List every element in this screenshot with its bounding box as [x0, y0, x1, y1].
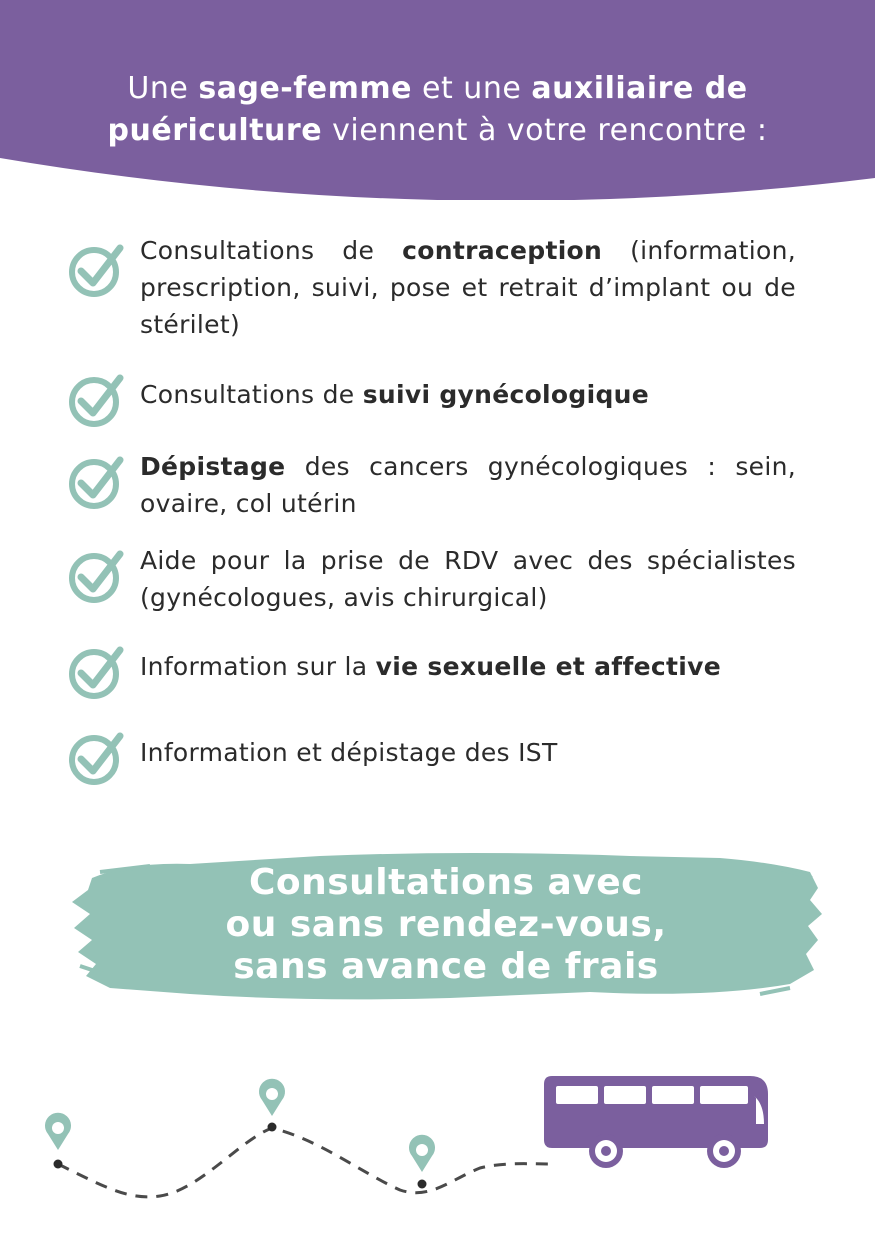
service-text: Consultations de contraception (information, prescription, suivi, pose et retrait d’implant ou de stérilet) — [140, 236, 796, 339]
check-circle-icon — [68, 454, 124, 510]
service-text: Information et dépistage des IST — [140, 738, 558, 767]
bus-icon — [544, 1076, 768, 1168]
route-illustration — [0, 1060, 875, 1241]
header-banner — [0, 0, 875, 200]
map-pin-icon — [45, 1113, 71, 1169]
header-line-1: Une sage-femme et une auxiliaire de — [127, 71, 748, 106]
map-pin-icon — [409, 1135, 435, 1189]
service-text: Consultations de suivi gynécologique — [140, 380, 650, 409]
header-line-2: puériculture viennent à votre rencontre : — [107, 113, 768, 148]
service-text: Dépistage des cancers gynécologiques : sein, ovaire, col utérin — [140, 452, 796, 518]
consultation-banner — [70, 848, 822, 1004]
banner-title: Consultations avec ou sans rendez-vous, sans avance de frais — [225, 862, 667, 987]
check-circle-icon — [68, 730, 124, 786]
check-circle-icon — [68, 548, 124, 604]
dashed-route-line — [58, 1128, 550, 1197]
check-circle-icon — [68, 644, 124, 700]
map-pin-icon — [259, 1079, 285, 1132]
header-title — [0, 68, 875, 152]
service-text: Aide pour la prise de RDV avec des spécialistes (gynécologues, avis chirurgical) — [140, 546, 796, 612]
check-circle-icon — [68, 242, 124, 298]
service-text: Information sur la vie sexuelle et affective — [140, 652, 721, 681]
check-circle-icon — [68, 372, 124, 428]
